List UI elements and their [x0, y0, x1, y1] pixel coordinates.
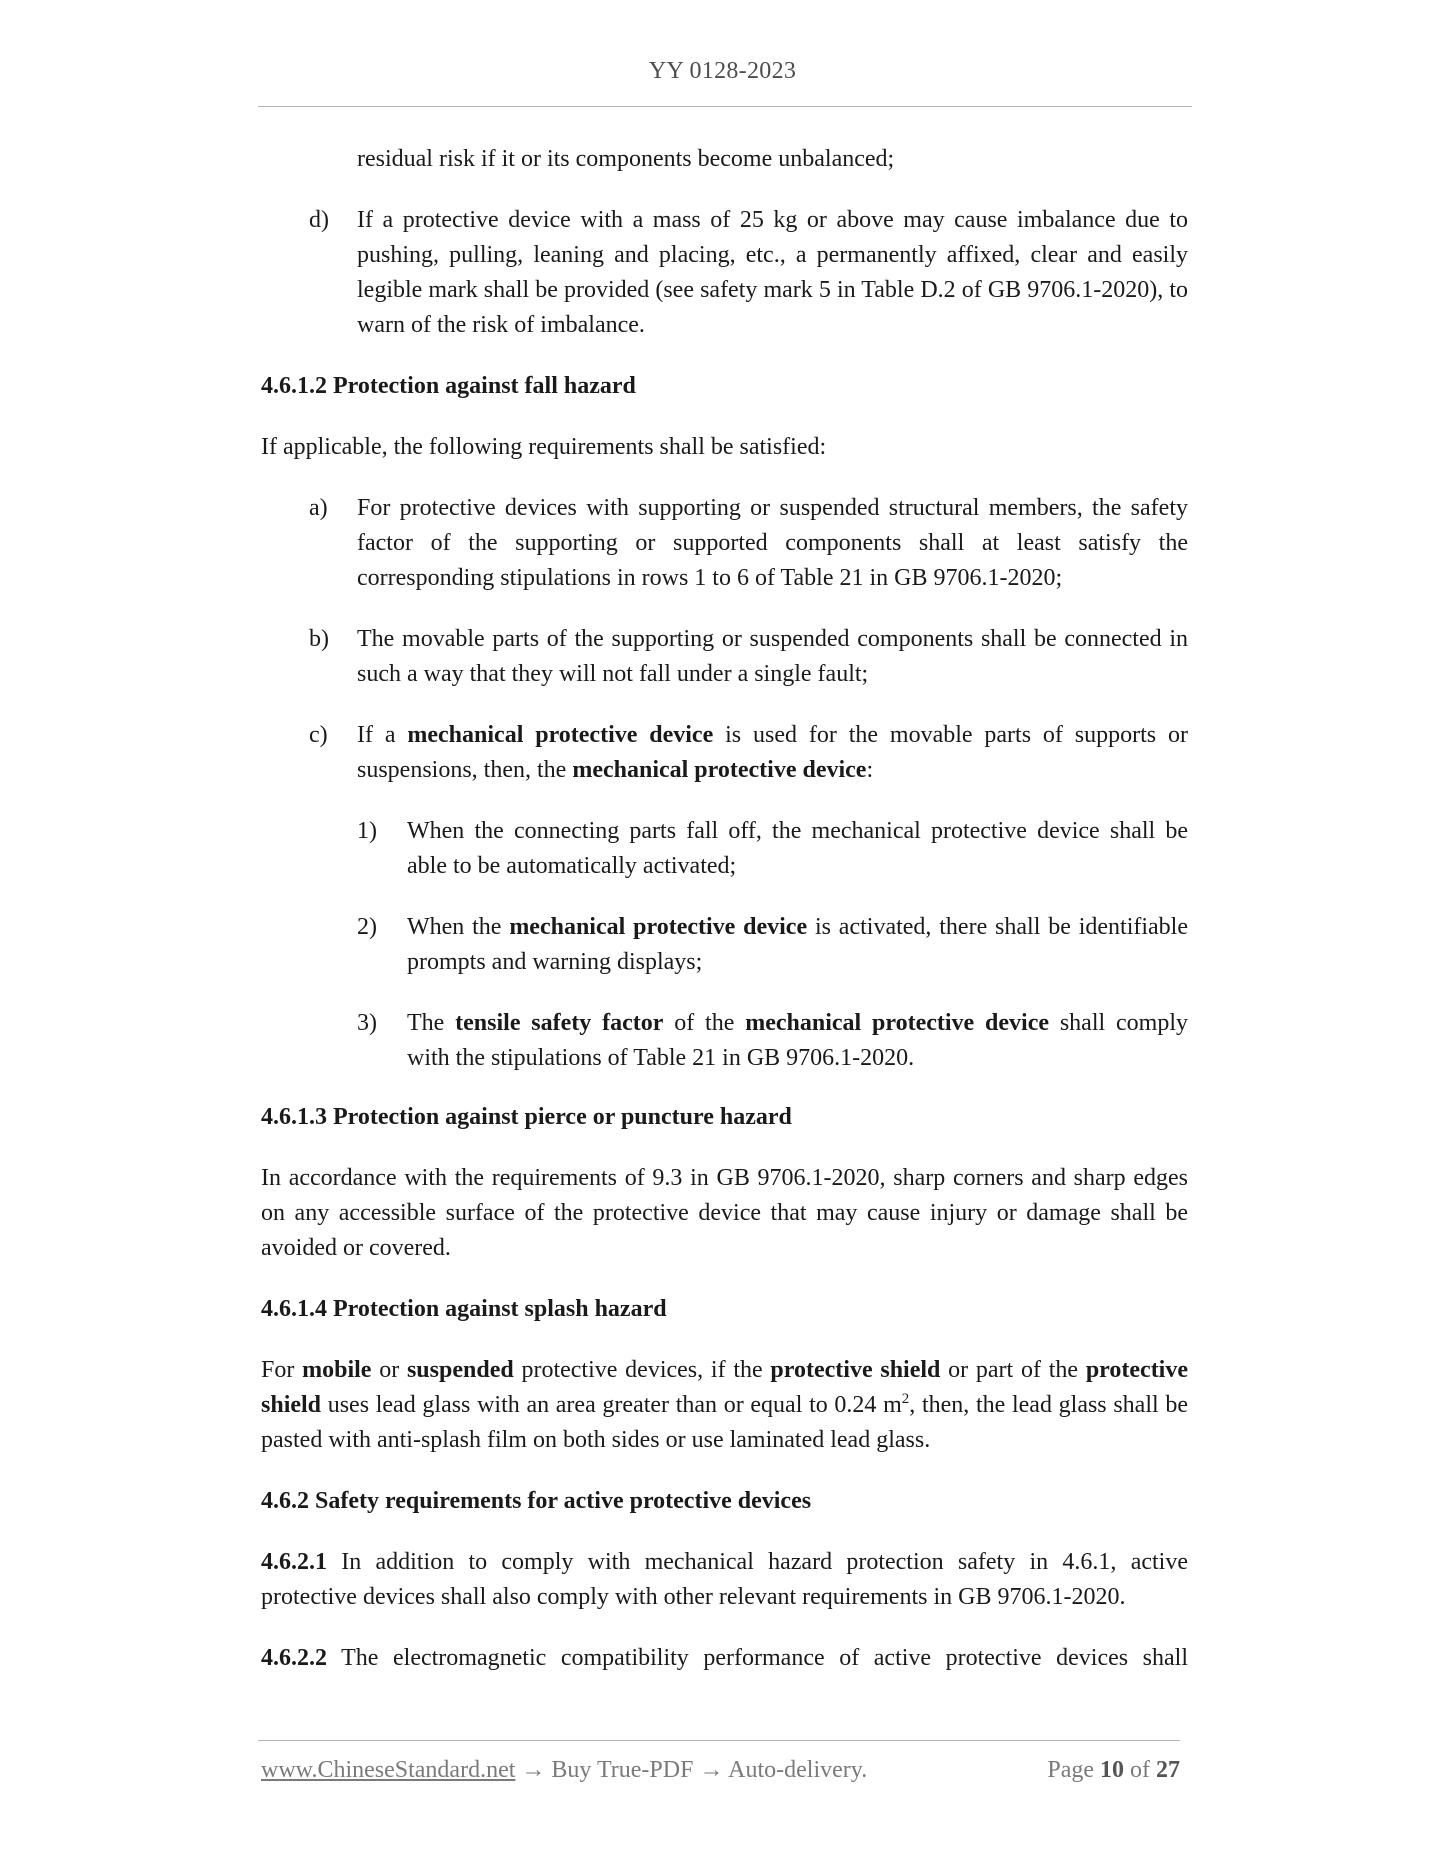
delivery-text: Auto-delivery. [723, 1757, 868, 1783]
heading-text: 4.6.1.3 Protection against pierce or puncture hazard [261, 1104, 792, 1130]
list-item-b [309, 622, 1188, 692]
heading-text: 4.6.1.4 Protection against splash hazard [261, 1296, 667, 1322]
bold-term: mechanical protective device [745, 1010, 1050, 1036]
bold-term: mechanical protective device [407, 722, 714, 748]
list-text [407, 910, 1188, 980]
section-heading-462 [261, 1484, 1188, 1519]
clause-number: 4.6.2.1 [261, 1549, 327, 1575]
text-run: : [866, 757, 874, 783]
section-heading-4614 [261, 1292, 1188, 1327]
text-run: The [407, 1010, 456, 1036]
document-header [0, 58, 1445, 85]
list-text: The movable parts of the supporting or suspended components shall be connected in such a way that they will not fall under a single fault; [357, 626, 1188, 687]
arrow-icon: → [521, 1757, 546, 1783]
heading-text: 4.6.1.2 Protection against fall hazard [261, 373, 636, 399]
text-run: The electromagnetic compatibility performance of active protective devices shall [327, 1645, 1188, 1671]
list-marker: 1) [357, 818, 377, 844]
text-run: When the [407, 914, 510, 940]
text-run: shall comply with the stipulations of Table 21 in GB 9706.1-2020. [407, 1010, 1188, 1071]
sublist-item-1 [357, 814, 1188, 884]
superscript: 2 [901, 1391, 910, 1407]
sublist-item-2 [357, 910, 1188, 980]
footer-divider [258, 1740, 1180, 1741]
list-text: When the connecting parts fall off, the mechanical protective device shall be able to be automatically activated; [407, 818, 1188, 879]
paragraph-4614 [261, 1353, 1188, 1458]
text-run: or [371, 1357, 407, 1383]
text-run: uses lead glass with an area greater than or equal to 0.24 m [321, 1392, 902, 1418]
buy-text: Buy True-PDF [545, 1757, 700, 1783]
list-text [357, 718, 1188, 788]
bold-term: tensile safety factor [455, 1010, 664, 1036]
list-marker: 2) [357, 914, 377, 940]
of-label: of [1124, 1757, 1156, 1783]
bold-term: mechanical protective device [572, 757, 867, 783]
bold-term: protective shield [261, 1357, 1189, 1418]
paragraph-4613: In accordance with the requirements of 9.3 in GB 9706.1-2020, sharp corners and sharp edges on any accessible surface of the protective device that may cause injury or damage shall be avoided or covered. [261, 1165, 1188, 1261]
doc-id: YY 0128-2023 [648, 58, 797, 84]
page-indicator [1047, 1757, 1180, 1784]
text-run: is activated, there shall be identifiable prompts and warning displays; [407, 914, 1189, 975]
text-run: is used for the movable parts of supports or suspensions, then, the [357, 722, 1188, 783]
text-run: protective devices, if the [513, 1357, 771, 1383]
list-marker: d) [309, 207, 329, 233]
section-heading-4612 [261, 369, 1188, 404]
page-total: 27 [1156, 1757, 1180, 1783]
header-divider [258, 106, 1192, 107]
list-text [407, 1006, 1188, 1076]
site-link[interactable]: www.ChineseStandard.net [261, 1757, 516, 1783]
page-label: Page [1047, 1757, 1100, 1783]
list-text: If a protective device with a mass of 25 kg or above may cause imbalance due to pushing, pulling, leaning and placing, etc., a permanently affixed, clear and easily legible mark shall be provided (see safety mark 5 in Table D.2 of GB 9706.1-2020), to warn of the risk of imbalance. [357, 207, 1188, 338]
text-run: of the [663, 1010, 746, 1036]
page-number: 10 [1100, 1757, 1124, 1783]
list-text: For protective devices with supporting or suspended structural members, the safety factor of the supporting or supported components shall at least satisfy the corresponding stipulations in rows 1 to 6 of Table 21 in GB 9706.1-2020; [357, 495, 1188, 591]
paragraph-applicable: If applicable, the following requirements shall be satisfied: [261, 434, 827, 460]
list-marker: b) [309, 626, 329, 652]
paragraph-4621 [261, 1545, 1188, 1615]
bold-term: protective shield [770, 1357, 941, 1383]
continued-line: residual risk if it or its components become unbalanced; [357, 146, 895, 172]
list-marker: c) [309, 722, 328, 748]
list-marker: 3) [357, 1010, 377, 1036]
list-marker: a) [309, 495, 328, 521]
clause-number: 4.6.2.2 [261, 1645, 327, 1671]
paragraph-4622 [261, 1641, 1188, 1676]
list-item-a [309, 491, 1188, 596]
section-heading-4613 [261, 1100, 1188, 1135]
page-content [261, 144, 1188, 1676]
bold-term: suspended [406, 1357, 514, 1383]
arrow-icon: → [699, 1757, 724, 1783]
bold-term: mechanical protective device [509, 914, 808, 940]
text-run: or part of the [940, 1357, 1086, 1383]
text-run: In addition to comply with mechanical hazard protection safety in 4.6.1, active protective devices shall also comply with other relevant requirements in GB 9706.1-2020. [261, 1549, 1188, 1610]
list-item-c [309, 718, 1188, 788]
heading-text: 4.6.2 Safety requirements for active protective devices [261, 1488, 812, 1514]
text-run: , then, the lead glass shall be pasted with anti-splash film on both sides or use laminated lead glass. [261, 1392, 1188, 1453]
footer-left [261, 1757, 867, 1784]
list-item-d [309, 203, 1188, 343]
text-run: For [261, 1357, 303, 1383]
sublist-item-3 [357, 1006, 1188, 1076]
page-footer [261, 1757, 1180, 1784]
bold-term: mobile [302, 1357, 372, 1383]
text-run: If a [357, 722, 408, 748]
